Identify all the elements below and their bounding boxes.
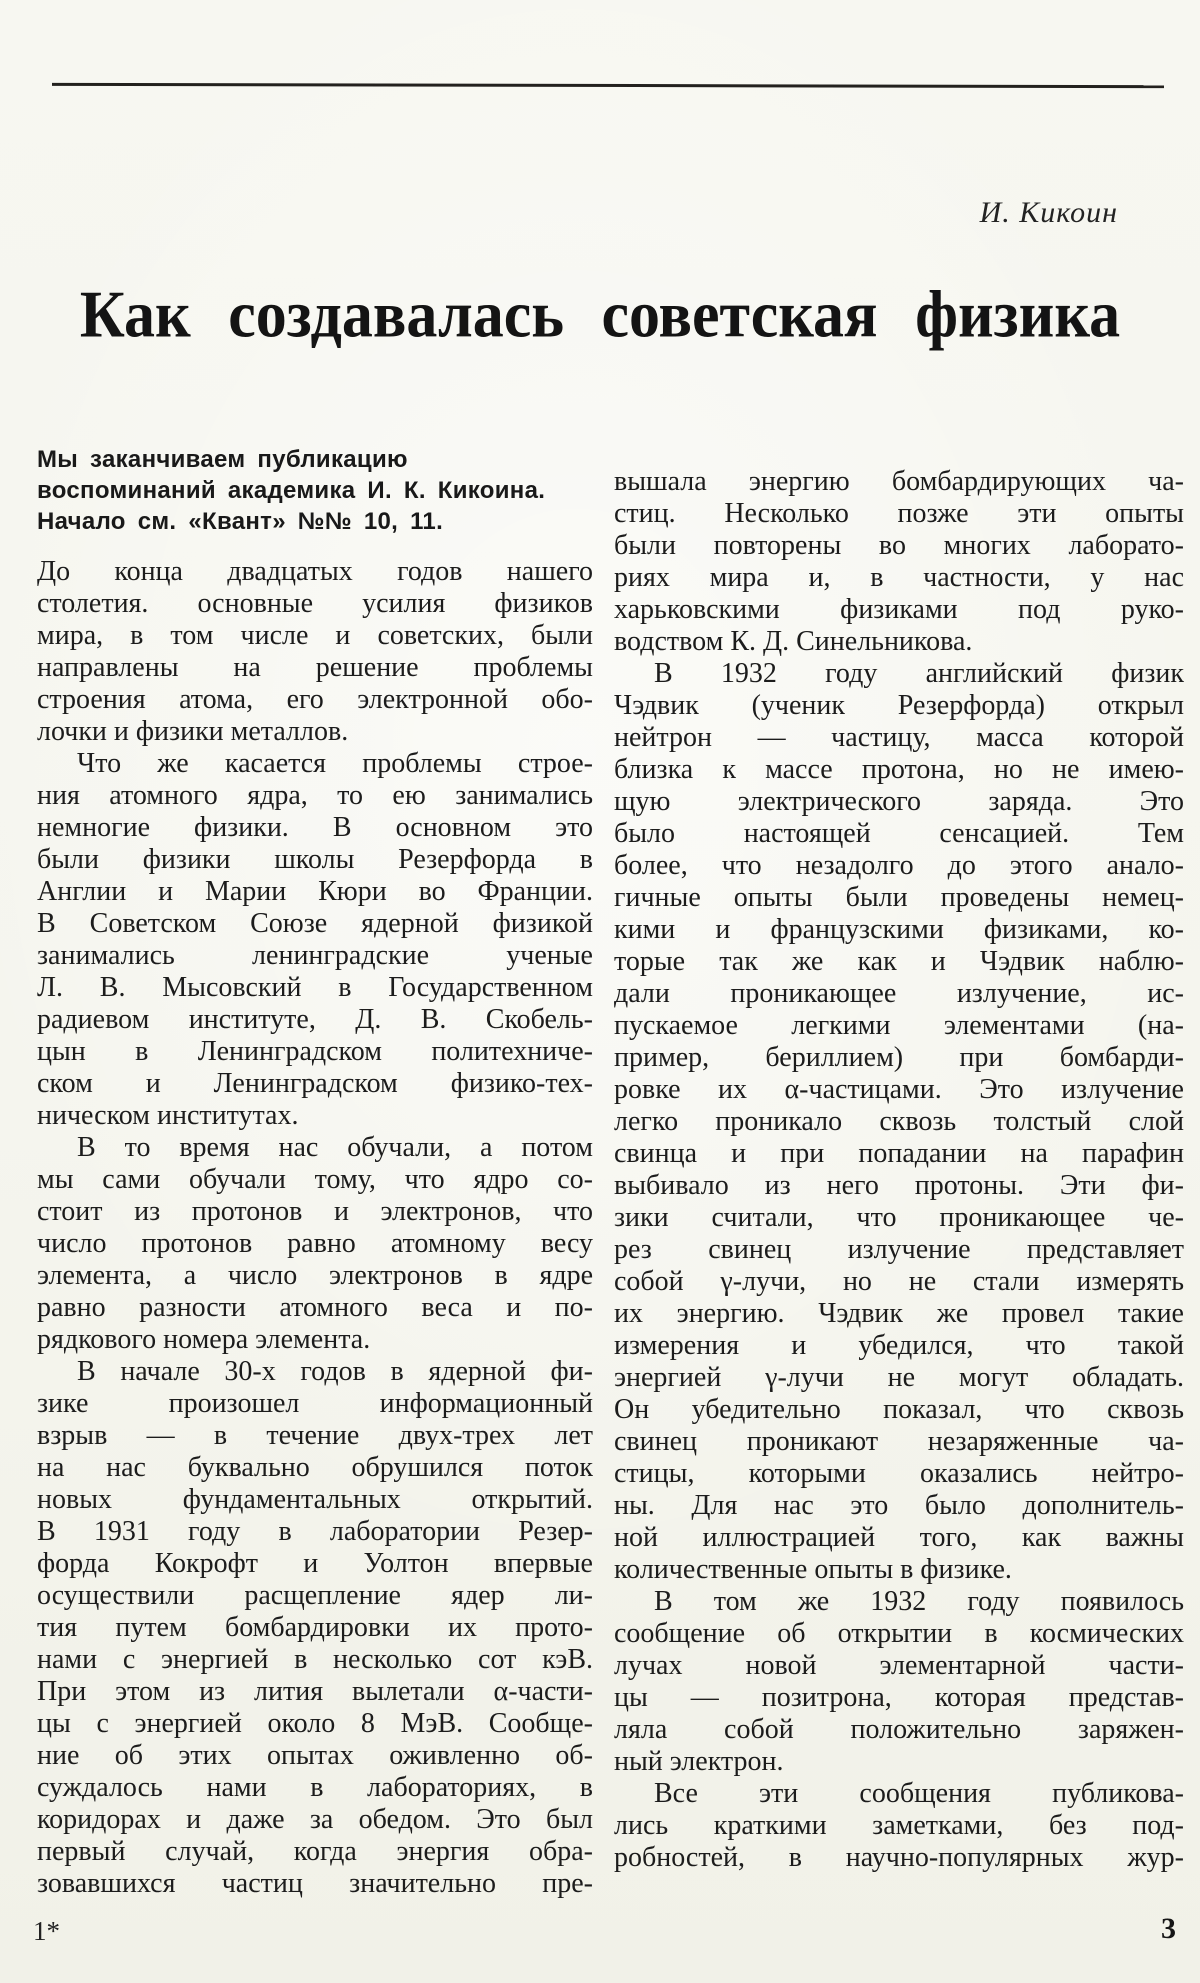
text-line: направлены на решение проблемы [37, 652, 593, 683]
text-line: были повторены во многих лаборато- [614, 530, 1184, 561]
text-line: торые так же как и Чэдвик наблю- [614, 946, 1184, 977]
text-line: ляла собой положительно заряжен- [614, 1714, 1184, 1745]
text-line: их энергию. Чэдвик же провел такие [614, 1298, 1184, 1329]
text-line: В то время нас обучали, а потом [77, 1132, 593, 1163]
text-line: ническом институтах. [37, 1100, 299, 1131]
text-line: немногие физики. В основном это [37, 812, 593, 843]
text-line: столетия. основные усилия физиков [37, 588, 593, 619]
text-line: радиевом институте, Д. В. Скобель- [37, 1004, 593, 1035]
text-line: измерения и убедился, что такой [614, 1330, 1184, 1361]
text-line: элемента, а число электронов в ядре [37, 1260, 593, 1291]
text-line: ние об этих опытах оживленно об- [37, 1740, 593, 1771]
text-line: на нас буквально обрушился поток [37, 1452, 593, 1483]
text-line: робностей, в научно-популярных жур- [614, 1842, 1184, 1873]
text-column-right [614, 466, 1184, 1874]
text-line: лучах новой элементарной части- [614, 1650, 1184, 1681]
text-line: мы сами обучали тому, что ядро со- [37, 1164, 593, 1195]
text-line: В 1932 году английский физик [654, 658, 1184, 689]
text-line: водством К. Д. Синельникова. [614, 626, 973, 657]
text-line: пускаемое легкими элементами (на- [614, 1010, 1184, 1041]
text-line: строения атома, его электронной обо- [37, 684, 593, 715]
text-line: зики считали, что проникающее че- [614, 1202, 1184, 1233]
text-line: Чэдвик (ученик Резерфорда) открыл [614, 690, 1184, 721]
text-line: цы с энергией около 8 МэВ. Сообще- [37, 1708, 593, 1739]
signature-mark: 1* [33, 1916, 60, 1946]
text-line: нами с энергией в несколько сот кэВ. [37, 1644, 593, 1675]
text-line: ный электрон. [614, 1746, 784, 1777]
text-line: ния атомного ядра, то ею занимались [37, 780, 593, 811]
text-line: близка к массе протона, но не имею- [614, 754, 1184, 785]
text-line: рез свинец излучение представляет [614, 1234, 1184, 1265]
text-line: В 1931 году в лаборатории Резер- [37, 1516, 593, 1547]
text-line: пример, бериллием) при бомбарди- [614, 1042, 1184, 1073]
text-line: было настоящей сенсацией. Тем [614, 818, 1184, 849]
text-line: лочки и физики металлов. [37, 716, 349, 747]
text-line: новых фундаментальных открытий. [37, 1484, 593, 1515]
text-line: В Советском Союзе ядерной физикой [37, 908, 593, 939]
header-rule [52, 83, 1164, 88]
text-line: ной иллюстрацией того, как важны [614, 1522, 1184, 1553]
article-title: Как создавалась советская физика [79, 277, 1121, 351]
text-line: ны. Для нас это было дополнитель- [614, 1490, 1184, 1521]
text-line: вышала энергию бомбардирующих ча- [614, 466, 1184, 497]
text-line: первый случай, когда энергия обра- [37, 1836, 593, 1867]
text-line: цын в Ленинградском политехниче- [37, 1036, 593, 1067]
text-line: более, что незадолго до этого анало- [614, 850, 1184, 881]
text-line: сообщение об открытии в космических [614, 1618, 1184, 1649]
text-line: коридорах и даже за обедом. Это был [37, 1804, 593, 1835]
text-line: равно разности атомного веса и по- [37, 1292, 593, 1323]
text-line: гичные опыты были проведены немец- [614, 882, 1184, 913]
text-line: ровке их α-частицами. Это излучение [614, 1074, 1184, 1105]
text-line: лись краткими заметками, без под- [614, 1810, 1184, 1841]
text-line: харьковскими физиками под руко- [614, 594, 1184, 625]
text-line: легко проникало сквозь толстый слой [614, 1106, 1184, 1137]
text-line: занимались ленинградские ученые [37, 940, 593, 971]
text-line: стицы, которыми оказались нейтро- [614, 1458, 1184, 1489]
text-line: ском и Ленинградском физико-тех- [37, 1068, 593, 1099]
text-line: дали проникающее излучение, ис- [614, 978, 1184, 1009]
intro-line: Начало см. «Квант» №№ 10, 11. [37, 508, 444, 535]
text-line: энергией γ-лучи не могут обладать. [614, 1362, 1184, 1393]
text-line: зике произошел информационный [37, 1388, 593, 1419]
text-line: Все эти сообщения публикова- [654, 1778, 1184, 1809]
text-line: нейтрон — частицу, масса которой [614, 722, 1184, 753]
text-line: В том же 1932 году появилось [654, 1586, 1184, 1617]
text-line: Он убедительно показал, что сквозь [614, 1394, 1184, 1425]
text-line: В начале 30-х годов в ядерной фи- [77, 1356, 593, 1387]
intro-line: воспоминаний академика И. К. Кикоина. [37, 477, 546, 504]
text-line: осуществили расщепление ядер ли- [37, 1580, 593, 1611]
text-line: риях мира и, в частности, у нас [614, 562, 1184, 593]
text-line: Англии и Марии Кюри во Франции. [37, 876, 593, 907]
author-byline: И. Кикоин [979, 196, 1118, 229]
text-line: стиц. Несколько позже эти опыты [614, 498, 1184, 529]
text-line: форда Кокрофт и Уолтон впервые [37, 1548, 593, 1579]
text-line: До конца двадцатых годов нашего [37, 556, 593, 587]
text-line: Л. В. Мысовский в Государственном [37, 972, 593, 1003]
text-line: тия путем бомбардировки их прото- [37, 1612, 593, 1643]
text-line: суждалось нами в лабораториях, в [37, 1772, 593, 1803]
text-line: свинца и при попадании на парафин [614, 1138, 1184, 1169]
text-line: выбивало из него протоны. Эти фи- [614, 1170, 1184, 1201]
text-line: стоит из протонов и электронов, что [37, 1196, 593, 1227]
text-line: цы — позитрона, которая представ- [614, 1682, 1184, 1713]
text-line: собой γ-лучи, но не стали измерять [614, 1266, 1184, 1297]
text-line: кими и французскими физиками, ко- [614, 914, 1184, 945]
text-line: количественные опыты в физике. [614, 1554, 1012, 1585]
page-number: 3 [1161, 1912, 1176, 1945]
text-line: свинец проникают незаряженные ча- [614, 1426, 1184, 1457]
text-line: Что же касается проблемы строе- [77, 748, 593, 779]
text-line: взрыв — в течение двух-трех лет [37, 1420, 593, 1451]
text-line: щую электрического заряда. Это [614, 786, 1184, 817]
text-line: рядкового номера элемента. [37, 1324, 371, 1355]
intro-line: Мы заканчиваем публикацию [37, 446, 408, 473]
text-line: мира, в том числе и советских, были [37, 620, 593, 651]
text-line: были физики школы Резерфорда в [37, 844, 593, 875]
editorial-intro-note [37, 444, 593, 537]
text-line: зовавшихся частиц значительно пре- [37, 1868, 593, 1899]
text-line: При этом из лития вылетали α-части- [37, 1676, 593, 1707]
text-column-left [37, 556, 593, 1900]
text-line: число протонов равно атомному весу [37, 1228, 593, 1259]
